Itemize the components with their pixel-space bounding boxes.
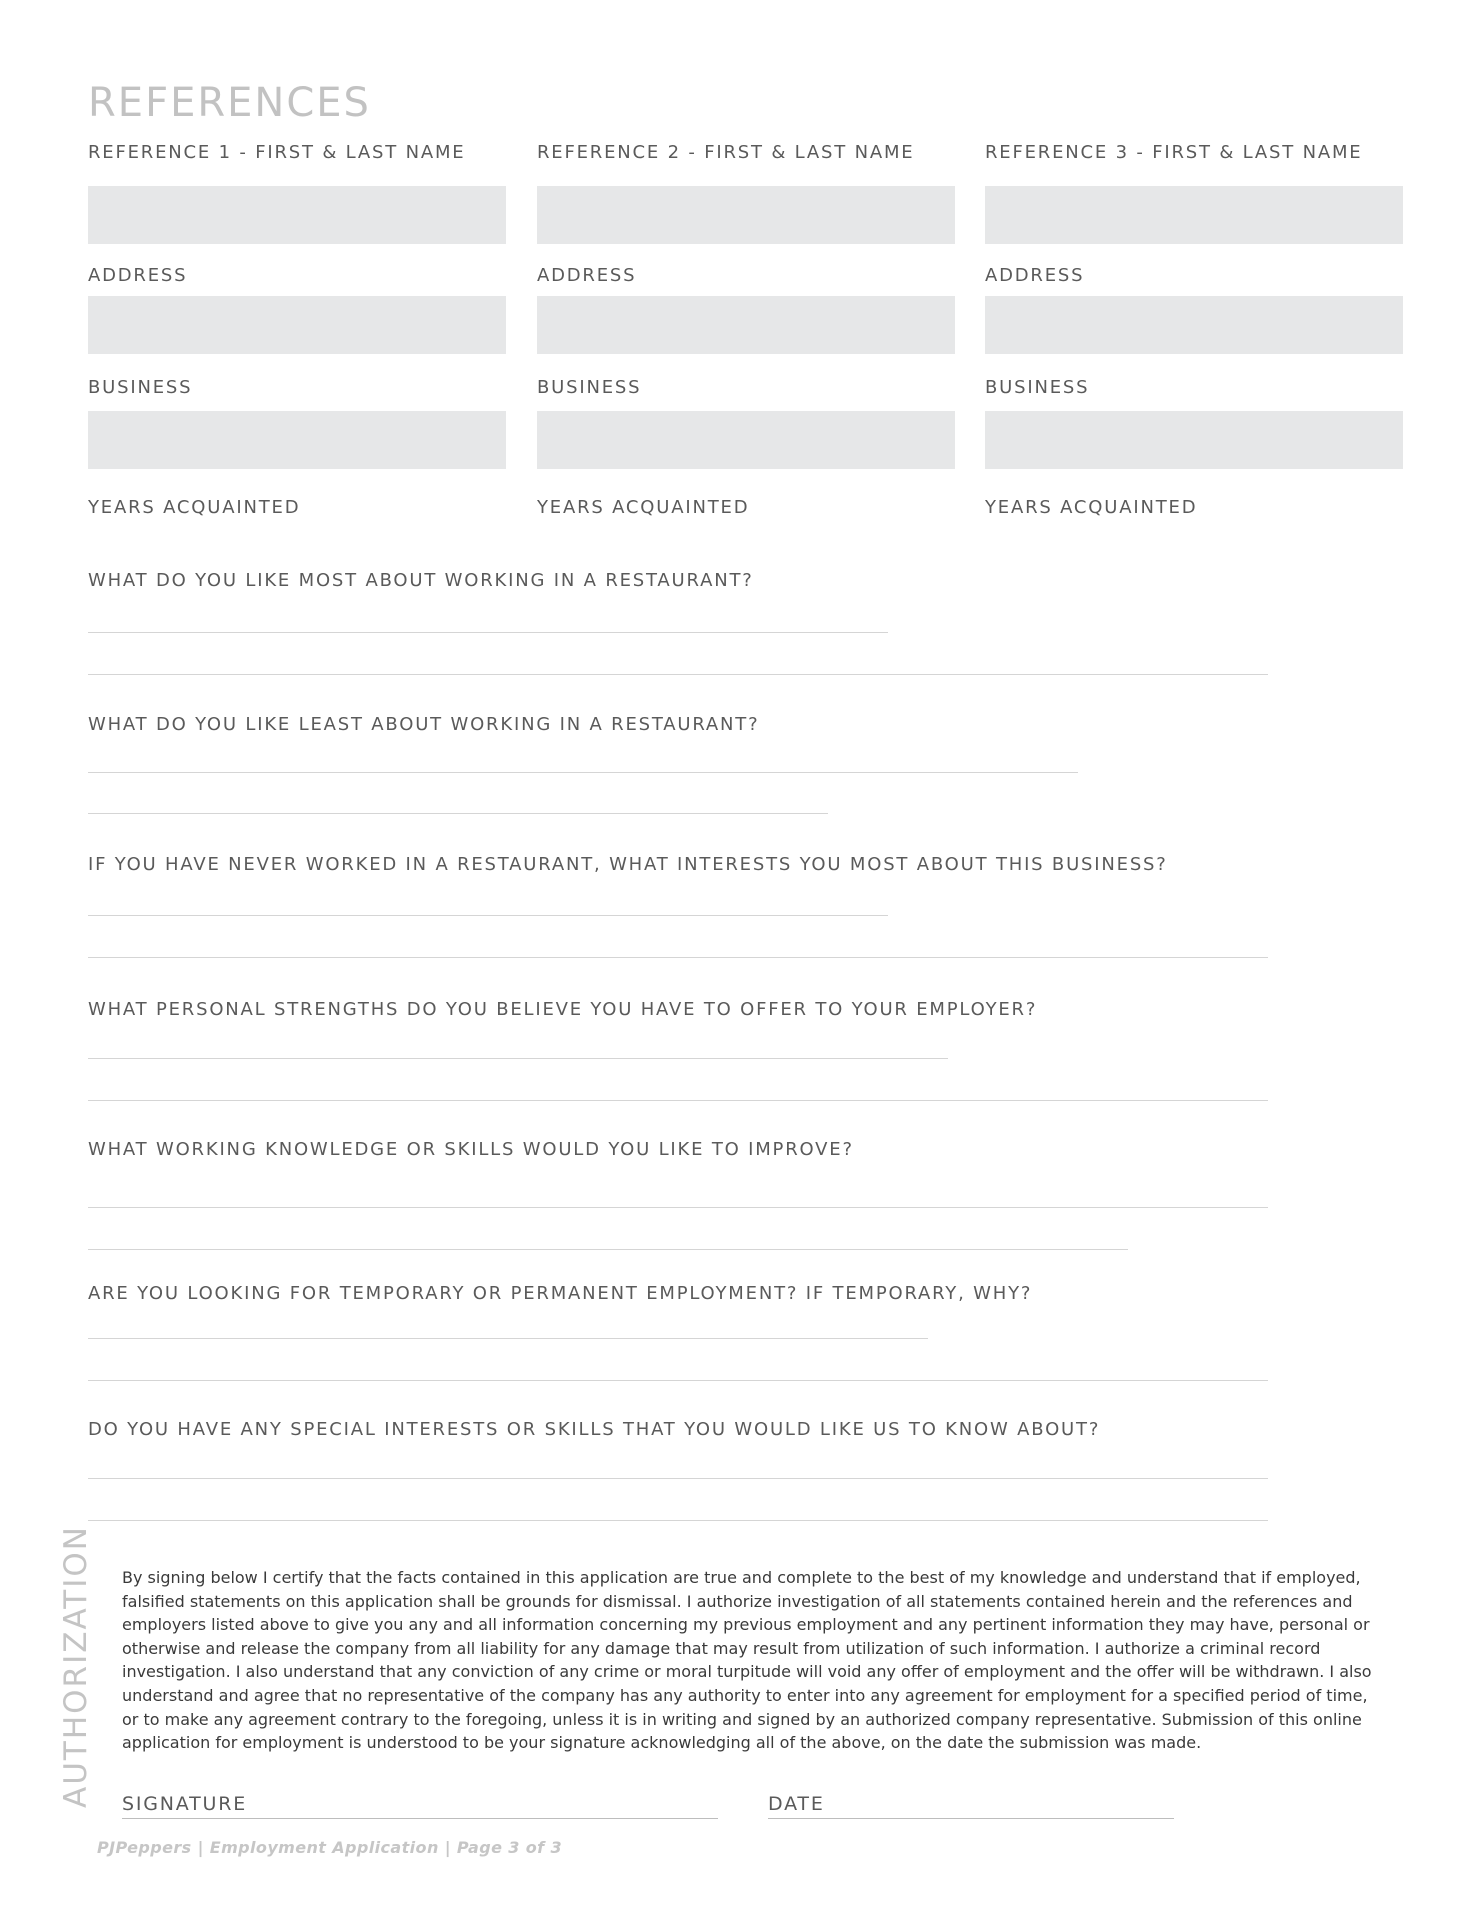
question-7-answer-line-2[interactable]: [88, 1520, 1268, 1521]
question-1-answer-line-2[interactable]: [88, 674, 1268, 675]
date-label: DATE: [768, 1793, 825, 1815]
authorization-side-label: AUTHORIZATION: [58, 1525, 94, 1808]
reference-2-years-label: YEARS ACQUAINTED: [537, 497, 750, 518]
date-line[interactable]: [768, 1818, 1174, 1819]
signature-label: SIGNATURE: [122, 1793, 248, 1815]
reference-2-business-label: BUSINESS: [537, 377, 642, 398]
question-5-answer-line-2[interactable]: [88, 1249, 1128, 1250]
reference-2-address-input[interactable]: [537, 296, 955, 354]
reference-1-business-input[interactable]: [88, 411, 506, 469]
authorization-text: By signing below I certify that the facts contained in this application are true and complete to the best of my knowledge and understand that if employed, falsified statements on this application shall be grounds for dismissal. I authorize investigation of all statements contained herein and the references and employers listed above to give you any and all information concerning my previous employment and any pertinent information they may have, personal or otherwise and release the company from all liability for any damage that may result from utilization of such information. I authorize a criminal record investigation. I also understand that any conviction of any crime or moral turpitude will void any offer of employment and the offer will be withdrawn. I also understand and agree that no representative of the company has any authority to enter into any agreement for employment for a specified period of time, or to make any agreement contrary to the foregoing, unless it is in writing and signed by an authorized company representative. Submission of this online application for employment is understood to be your signature acknowledging all of the above, on the date the submission was made.: [122, 1568, 1372, 1753]
reference-3-name-label: REFERENCE 3 - FIRST & LAST NAME: [985, 142, 1363, 163]
reference-2-address-label: ADDRESS: [537, 265, 637, 286]
question-6-label: ARE YOU LOOKING FOR TEMPORARY OR PERMANENT EMPLOYMENT? IF TEMPORARY, WHY?: [88, 1283, 1033, 1304]
question-3-answer-line-1[interactable]: [88, 915, 888, 916]
question-6-answer-line-2[interactable]: [88, 1380, 1268, 1381]
reference-1-business-label: BUSINESS: [88, 377, 193, 398]
reference-3-address-label: ADDRESS: [985, 265, 1085, 286]
reference-1-name-label: REFERENCE 1 - FIRST & LAST NAME: [88, 142, 466, 163]
reference-3-name-input[interactable]: [985, 186, 1403, 244]
question-3-answer-line-2[interactable]: [88, 957, 1268, 958]
reference-1-name-input[interactable]: [88, 186, 506, 244]
reference-1-address-label: ADDRESS: [88, 265, 188, 286]
question-4-answer-line-1[interactable]: [88, 1058, 948, 1059]
question-1-label: WHAT DO YOU LIKE MOST ABOUT WORKING IN A RESTAURANT?: [88, 570, 754, 591]
question-4-answer-line-2[interactable]: [88, 1100, 1268, 1101]
reference-2-business-input[interactable]: [537, 411, 955, 469]
reference-1-years-label: YEARS ACQUAINTED: [88, 497, 301, 518]
question-3-label: IF YOU HAVE NEVER WORKED IN A RESTAURANT, WHAT INTERESTS YOU MOST ABOUT THIS BUSINESS?: [88, 854, 1168, 875]
question-4-label: WHAT PERSONAL STRENGTHS DO YOU BELIEVE YOU HAVE TO OFFER TO YOUR EMPLOYER?: [88, 999, 1038, 1020]
reference-3-address-input[interactable]: [985, 296, 1403, 354]
reference-3-business-label: BUSINESS: [985, 377, 1090, 398]
signature-line[interactable]: [122, 1818, 718, 1819]
reference-2-name-label: REFERENCE 2 - FIRST & LAST NAME: [537, 142, 915, 163]
question-1-answer-line-1[interactable]: [88, 632, 888, 633]
question-7-label: DO YOU HAVE ANY SPECIAL INTERESTS OR SKILLS THAT YOU WOULD LIKE US TO KNOW ABOUT?: [88, 1419, 1101, 1440]
page-footer: PJPeppers | Employment Application | Page 3 of 3: [97, 1838, 563, 1857]
question-5-answer-line-1[interactable]: [88, 1207, 1268, 1208]
question-2-answer-line-1[interactable]: [88, 772, 1078, 773]
question-5-label: WHAT WORKING KNOWLEDGE OR SKILLS WOULD YOU LIKE TO IMPROVE?: [88, 1139, 854, 1160]
reference-3-business-input[interactable]: [985, 411, 1403, 469]
section-title: REFERENCES: [88, 80, 371, 126]
question-7-answer-line-1[interactable]: [88, 1478, 1268, 1479]
reference-1-address-input[interactable]: [88, 296, 506, 354]
reference-2-name-input[interactable]: [537, 186, 955, 244]
question-2-answer-line-2[interactable]: [88, 813, 828, 814]
question-2-label: WHAT DO YOU LIKE LEAST ABOUT WORKING IN A RESTAURANT?: [88, 714, 760, 735]
question-6-answer-line-1[interactable]: [88, 1338, 928, 1339]
reference-3-years-label: YEARS ACQUAINTED: [985, 497, 1198, 518]
